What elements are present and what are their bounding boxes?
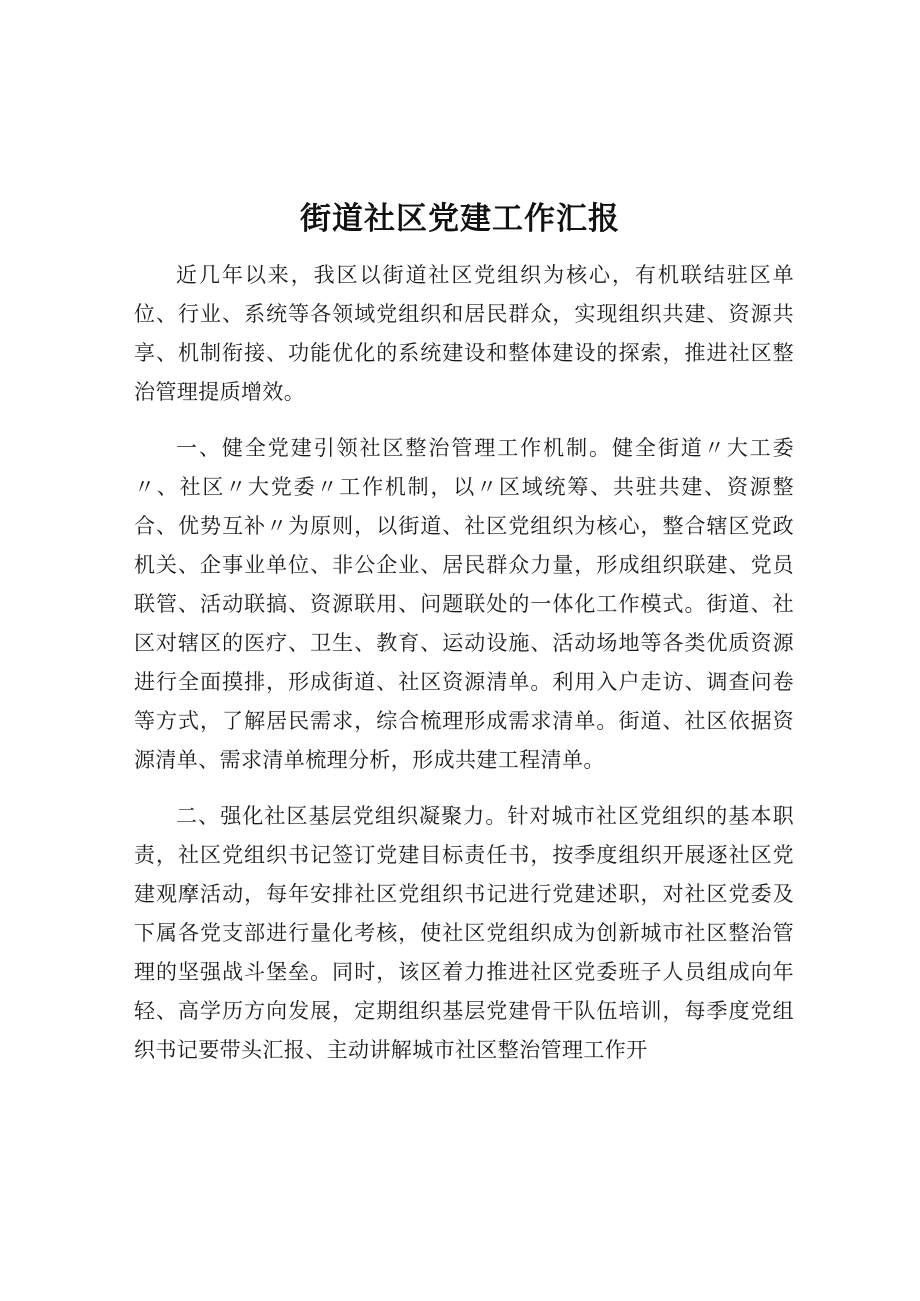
- paragraph-section-one: 一、健全党建引领社区整治管理工作机制。健全街道〃大工委〃、社区〃大党委〃工作机制，以〃区域统筹、共驻共建、资源整合、优势互补〃为原则，以街道、社区党组织为核心，整合辖区党政机关、企事业单位、非公企业、居民群众力量，形成组织联建、党员联管、活动联搞、资源联用、问题联处的一体化工作模式。街道、社区对辖区的医疗、卫生、教育、运动设施、活动场地等各类优质资源进行全面摸排，形成街道、社区资源清单。利用入户走访、调查问卷等方式，了解居民需求，综合梳理形成需求清单。街道、社区依据资源清单、需求清单梳理分析，形成共建工程清单。: [134, 436, 794, 772]
- paragraph-intro: 近几年以来，我区以街道社区党组织为核心，有机联结驻区单位、行业、系统等各领域党组织和居民群众，实现组织共建、资源共享、机制衔接、功能优化的系统建设和整体建设的探索，推进社区整治管理提质增效。: [134, 263, 794, 404]
- paragraph-section-two: 二、强化社区基层党组织凝聚力。针对城市社区党组织的基本职责，社区党组织书记签订党建目标责任书，按季度组织开展逐社区党建观摩活动，每年安排社区党组织书记进行党建述职，对社区党委及下属各党支部进行量化考核，使社区党组织成为创新城市社区整治管理的坚强战斗堡垒。同时，该区着力推进社区党委班子人员组成向年轻、高学历方向发展，定期组织基层党建骨干队伍培训，每季度党组织书记要带头汇报、主动讲解城市社区整治管理工作开: [134, 804, 794, 1062]
- document-title: 街道社区党建工作汇报: [300, 201, 620, 237]
- document-body: [134, 256, 794, 1070]
